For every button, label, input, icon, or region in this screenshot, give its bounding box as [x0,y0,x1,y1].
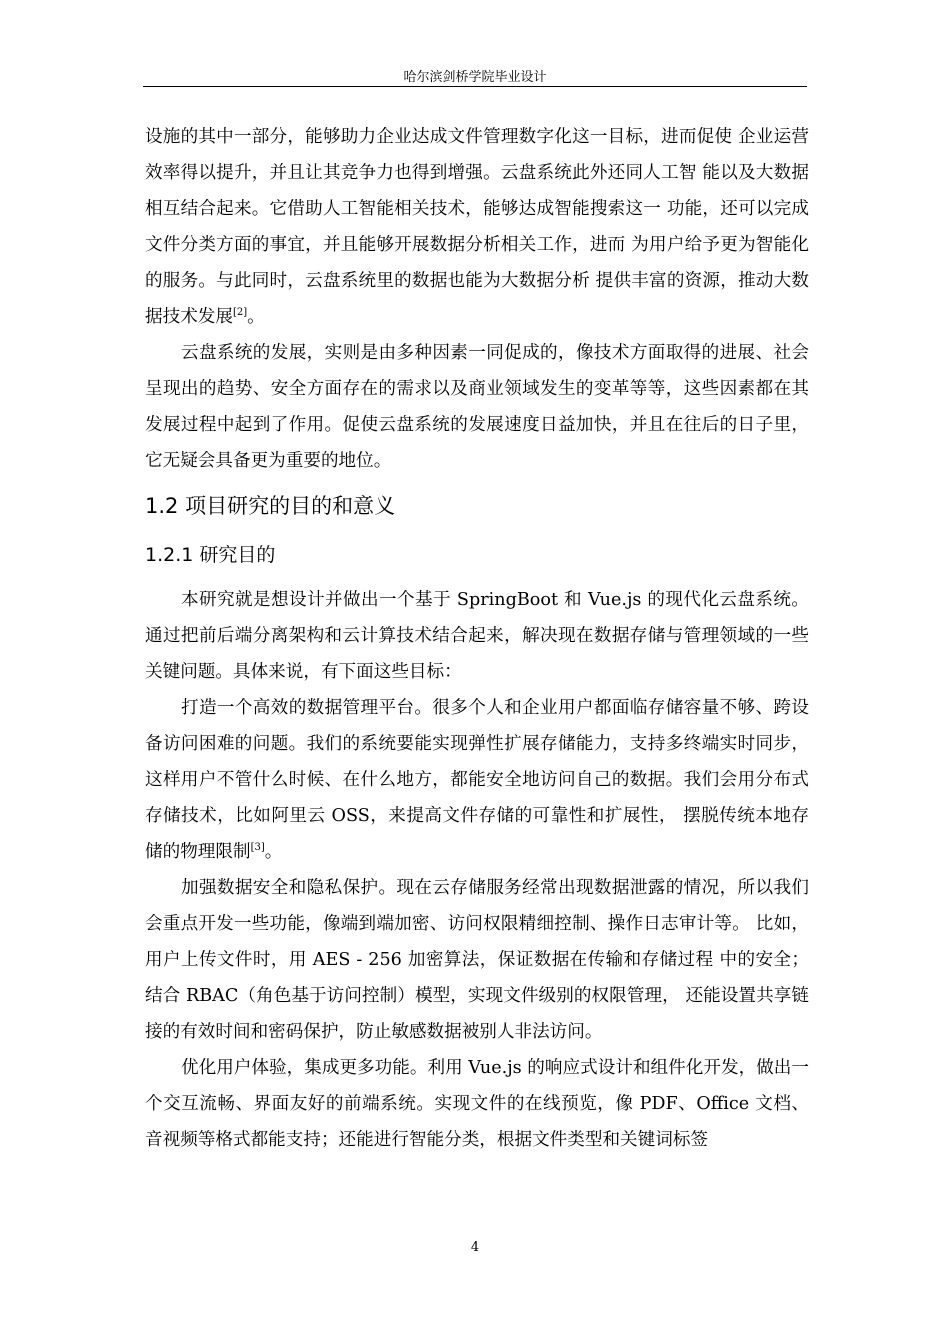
citation-ref: [3] [250,842,265,853]
paragraph [145,119,809,335]
paragraph: 优化用户体验，集成更多功能。利用 Vue.js 的响应式设计和组件化开发，做出一个交互流畅、界面友好的前端系统。实现文件的在线预览，像 PDF、Office 文档、音视频等格式都能支持；还能进行智能分类，根据文件类型和关键词标签 [145,1058,809,1150]
paragraph [145,690,809,870]
page-header: 哈尔滨剑桥学院毕业设计 [403,70,547,85]
citation-ref: [2] [232,307,248,318]
page-number: 4 [470,1240,480,1255]
paragraph-text: 打造一个高效的数据管理平台。很多个人和企业用户都面临存储容量不够、跨设备访问困难的问题。我们的系统要能实现弹性扩展存储能力，支持多终端实时同步，这样用户不管什么时候、在什么地方，都能安全地访问自己的数据。我们会用分布式存储技术，比如阿里云 OSS，来提高文件存储的可靠性和扩展性， 摆脱传统本地存储的物理限制 [145,698,809,862]
section-heading: 1.2 项目研究的目的和意义 [145,494,396,518]
body-text-top [145,119,809,479]
paragraph: 云盘系统的发展，实则是由多种因素一同促成的，像技术方面取得的进展、社会呈现出的趋势、安全方面存在的需求以及商业领域发生的变革等等，这些因素都在其发展过程中起到了作用。促使云盘系统的发展速度日益加快，并且在往后的日子里，它无疑会具备更为重要的地位。 [145,343,809,471]
body-text-bottom [145,582,809,1158]
paragraph: 本研究就是想设计并做出一个基于 SpringBoot 和 Vue.js 的现代化云盘系统。通过把前后端分离架构和云计算技术结合起来，解决现在数据存储与管理领域的一些关键问题。具体来说，有下面这些目标： [145,590,809,682]
paragraph-end: 。 [264,842,283,862]
paragraph: 加强数据安全和隐私保护。现在云存储服务经常出现数据泄露的情况，所以我们会重点开发一些功能，像端到端加密、访问权限精细控制、操作日志审计等。 比如，用户上传文件时，用 AES - 256 加密算法，保证数据在传输和存储过程 中的安全；结合 RBAC（角色基于访问控制）模型，实现文件级别的权限管理， 还能设置共享链接的有效时间和密码保护，防止敏感数据被别人非法访问。 [145,878,809,1042]
paragraph-text: 设施的其中一部分，能够助力企业达成文件管理数字化这一目标，进而促使 企业运营效率得以提升，并且让其竞争力也得到增强。云盘系统此外还同人工智 能以及大数据相互结合起来。它借助人工智能相关技术，能够达成智能搜索这一 功能，还可以完成文件分类方面的事宜，并且能够开展数据分析相关工作，进而 为用户给予更为智能化的服务。与此同时，云盘系统里的数据也能为大数据分析 提供丰富的资源，推动大数据技术发展 [145,127,809,327]
header-divider [143,86,807,87]
paragraph-end: 。 [247,307,265,327]
subsection-heading: 1.2.1 研究目的 [145,544,276,566]
